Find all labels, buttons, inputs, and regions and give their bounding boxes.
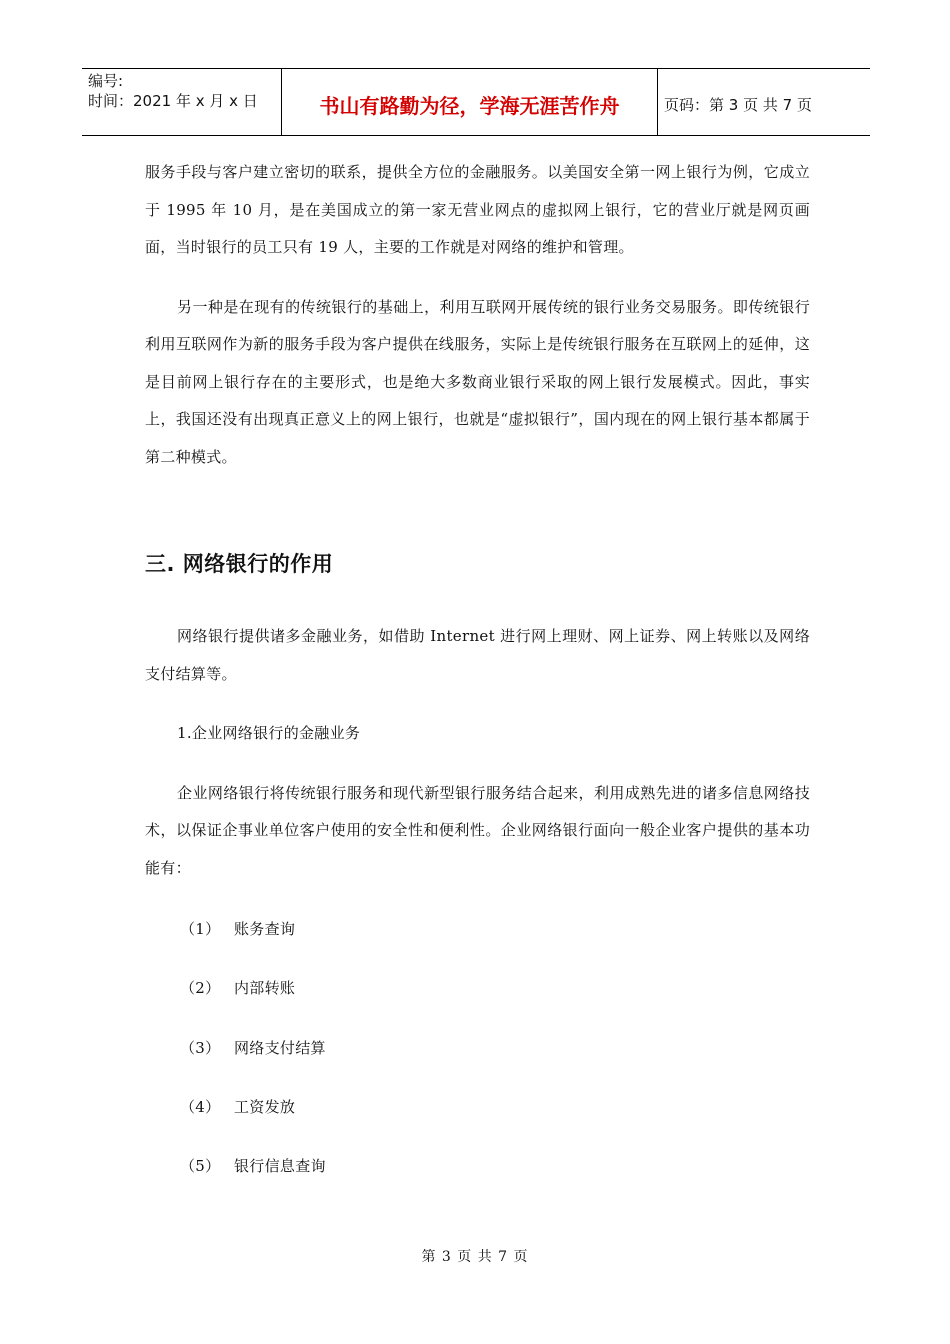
subheading: 1.企业网络银行的金融业务 bbox=[177, 724, 361, 742]
body-top bbox=[145, 154, 810, 476]
list-item-number: （5） bbox=[180, 1157, 221, 1175]
paragraph-4: 企业网络银行将传统银行服务和现代新型银行服务结合起来，利用成熟先进的诸多信息网络技术，以保证企事业单位客户使用的安全性和便利性。企业网络银行面向一般企业客户提供的基本功能有： bbox=[145, 783, 810, 877]
list-item-number: （2） bbox=[180, 979, 221, 997]
list-item-number: （1） bbox=[180, 920, 221, 938]
list-item-text: 网络支付结算 bbox=[234, 1039, 326, 1057]
body-middle bbox=[145, 618, 810, 887]
section-heading: 三. 网络银行的作用 bbox=[145, 552, 334, 576]
paragraph-2: 另一种是在现有的传统银行的基础上，利用互联网开展传统的银行业务交易服务。即传统银行利用互联网作为新的服务手段为客户提供在线服务，实际上是传统银行服务在互联网上的延伸，这是目前网上银行存在的主要形式，也是绝大多数商业银行采取的网上银行发展模式。因此，事实上，我国还没有出现真正意义上的网上银行，也就是“虚拟银行”，国内现在的网上银行基本都属于第二种模式。 bbox=[145, 297, 810, 466]
list-item bbox=[180, 1155, 326, 1176]
list-item bbox=[180, 1096, 295, 1117]
list-item bbox=[180, 977, 295, 998]
list-item bbox=[180, 918, 295, 939]
list-item bbox=[180, 1037, 326, 1058]
list-item-text: 账务查询 bbox=[234, 920, 296, 938]
page-info-label: 页码：第 3 页 共 7 页 bbox=[664, 95, 812, 114]
motto-text: 书山有路勤为径，学海无涯苦作舟 bbox=[319, 93, 620, 118]
motto-cell bbox=[282, 69, 658, 135]
page-footer bbox=[0, 1246, 950, 1266]
list-item-text: 银行信息查询 bbox=[234, 1157, 326, 1175]
paragraph-3: 网络银行提供诸多金融业务，如借助 Internet 进行网上理财、网上证券、网上转账以及网络支付结算等。 bbox=[145, 627, 810, 683]
page-info-cell bbox=[658, 69, 870, 135]
list-item-text: 内部转账 bbox=[234, 979, 296, 997]
paragraph-1: 服务手段与客户建立密切的联系，提供全方位的金融服务。以美国安全第一网上银行为例，它成立于 1995 年 10 月，是在美国成立的第一家无营业网点的虚拟网上银行，它的营业厅就是网页画面，当时银行的员工只有 19 人，主要的工作就是对网络的维护和管理。 bbox=[145, 163, 810, 256]
header-table bbox=[82, 68, 870, 136]
list-item-number: （4） bbox=[180, 1098, 221, 1116]
list-item-text: 工资发放 bbox=[234, 1098, 296, 1116]
list-item-number: （3） bbox=[180, 1039, 221, 1057]
time-label: 时间：2021 年 x 月 x 日 bbox=[88, 92, 258, 110]
number-label: 编号: bbox=[88, 72, 124, 90]
footer-page-number: 第 3 页 共 7 页 bbox=[421, 1249, 529, 1265]
header-meta-cell bbox=[82, 69, 282, 135]
